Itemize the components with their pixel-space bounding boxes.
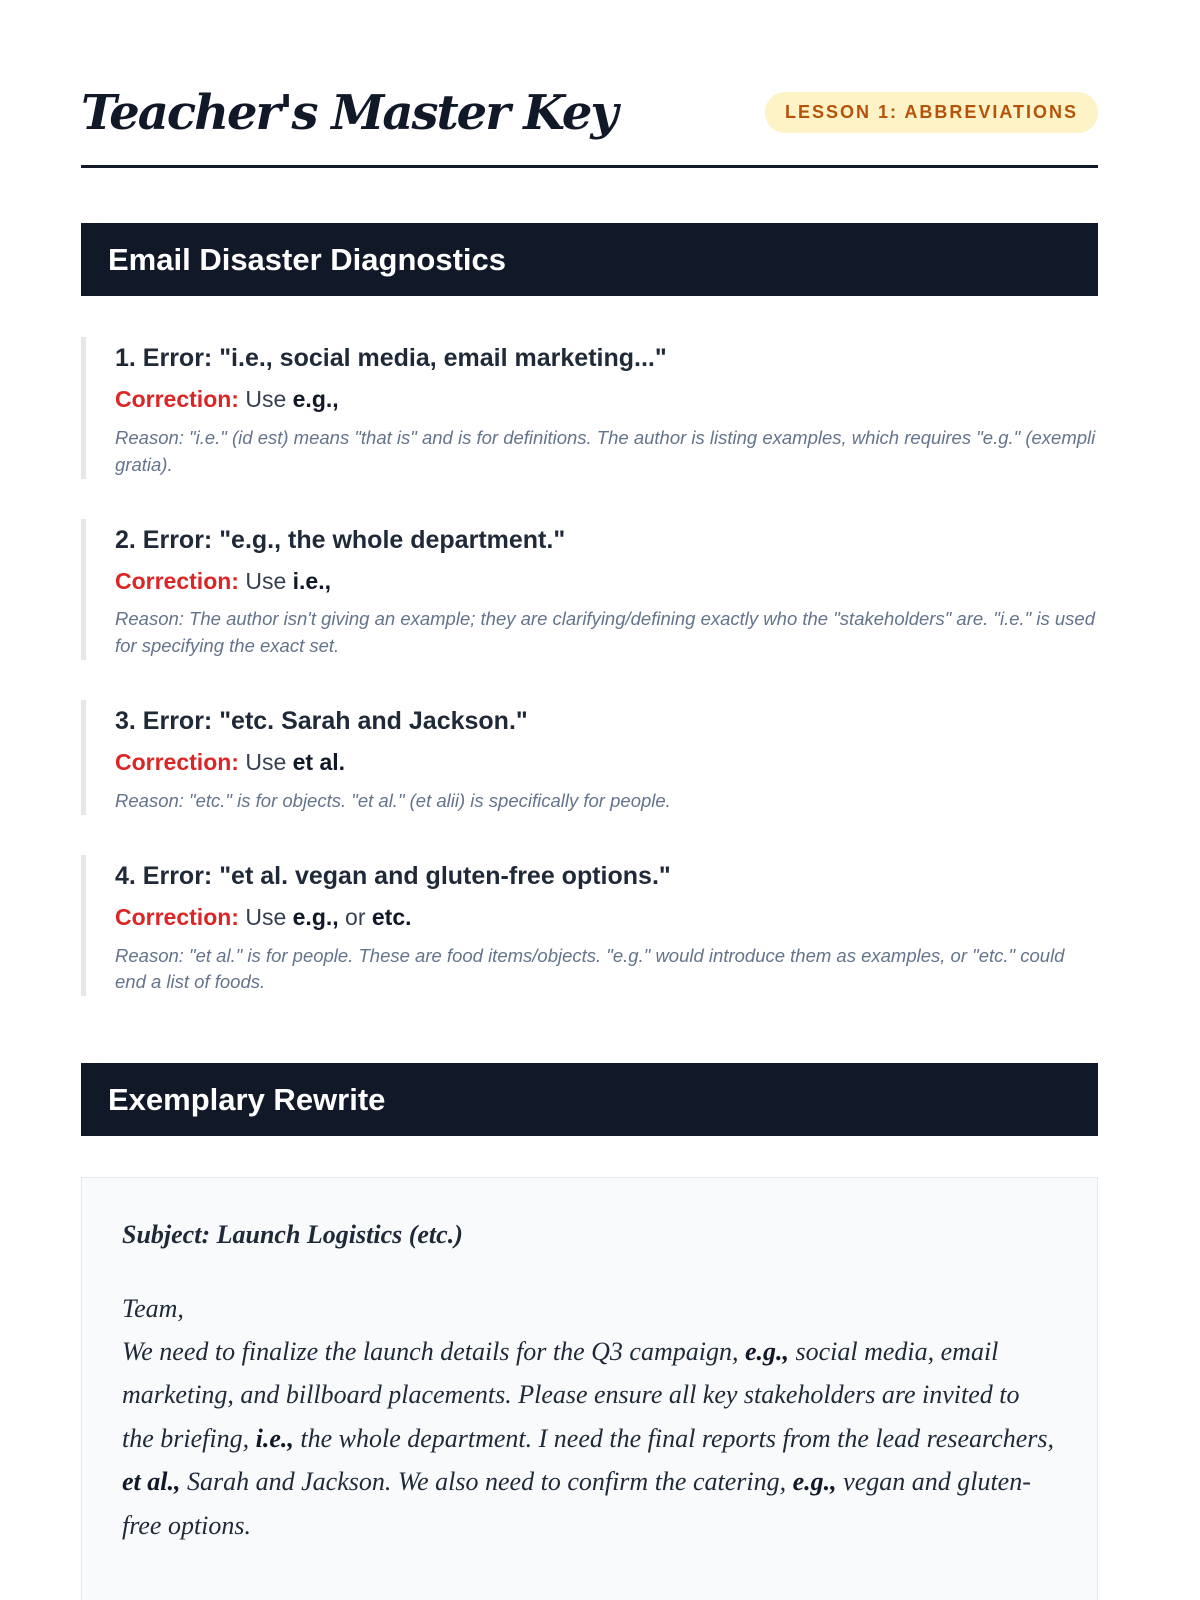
body-text-segment: the whole department. I need the final reports from the lead researchers, bbox=[293, 1423, 1054, 1453]
correct-term: et al. bbox=[292, 749, 346, 776]
correction-line bbox=[115, 903, 1098, 933]
page-header bbox=[81, 0, 1098, 168]
error-reason: Reason: "i.e." (id est) means "that is" and is for definitions. The author is listing examples, which requires "e.g." (exempli gratia). bbox=[115, 426, 1096, 475]
error-item bbox=[81, 855, 1098, 997]
abbreviation-highlight: et al., bbox=[122, 1467, 181, 1497]
error-item bbox=[81, 337, 1098, 479]
rewrite-section-header: Exemplary Rewrite bbox=[81, 1063, 1098, 1136]
diagnostics-section-header: Email Disaster Diagnostics bbox=[81, 223, 1098, 296]
abbreviation-highlight: e.g., bbox=[792, 1467, 837, 1497]
error-reason: Reason: "et al." is for people. These are food items/objects. "e.g." would introduce them as examples, or "etc." could end a list of foods. bbox=[115, 944, 1065, 993]
correct-term: e.g., bbox=[292, 386, 339, 412]
body-text-segment: vegan and gluten-free options. bbox=[122, 1467, 1031, 1540]
error-heading: 2. Error: "e.g., the whole department." bbox=[115, 525, 566, 554]
correction-label: Correction: bbox=[115, 567, 239, 594]
error-heading: 1. Error: "i.e., social media, email marketing..." bbox=[115, 344, 667, 372]
correct-term: e.g., bbox=[292, 903, 339, 930]
error-item bbox=[81, 519, 1098, 661]
rewrite-box bbox=[81, 1177, 1098, 1600]
abbreviation-highlight: e.g., bbox=[744, 1336, 789, 1366]
error-item bbox=[81, 700, 1098, 815]
body-text-segment: We need to finalize the launch details for the Q3 campaign, bbox=[122, 1336, 745, 1366]
body-text-segment: Sarah and Jackson. We also need to confirm the catering, bbox=[180, 1467, 793, 1497]
body-text-segment: social media, email marketing, and billboard placements. Please ensure all key stakeholders are invited to the briefing, bbox=[122, 1336, 1020, 1453]
use-prefix: Use bbox=[245, 903, 287, 930]
error-reason: Reason: The author isn't giving an example; they are clarifying/defining exactly who the "stakeholders" are. "i.e." is used for specifying the exact set. bbox=[115, 608, 1095, 657]
error-heading: 3. Error: "etc. Sarah and Jackson." bbox=[115, 707, 528, 736]
use-prefix: Use bbox=[245, 567, 287, 594]
correction-line bbox=[115, 748, 1098, 778]
error-reason: Reason: "etc." is for objects. "et al." (et alii) is specifically for people. bbox=[115, 789, 671, 811]
alternate-term: etc. bbox=[371, 903, 412, 930]
email-greeting: Team, bbox=[122, 1294, 184, 1324]
abbreviation-highlight: i.e., bbox=[255, 1423, 294, 1453]
use-prefix: Use bbox=[245, 749, 287, 776]
lesson-badge: LESSON 1: ABBREVIATIONS bbox=[765, 92, 1098, 133]
correction-label: Correction: bbox=[115, 386, 239, 412]
page-title: Teacher's Master Key bbox=[81, 84, 617, 141]
correct-term: i.e., bbox=[292, 567, 331, 594]
email-body bbox=[122, 1330, 1057, 1548]
email-subject: Subject: Launch Logistics (etc.) bbox=[122, 1220, 463, 1250]
connector-word: or bbox=[345, 903, 366, 930]
correction-line bbox=[115, 567, 1098, 597]
correction-label: Correction: bbox=[115, 903, 239, 930]
error-list bbox=[81, 337, 1098, 996]
correction-label: Correction: bbox=[115, 749, 239, 776]
correction-line bbox=[115, 385, 1098, 415]
use-prefix: Use bbox=[245, 386, 287, 412]
error-heading: 4. Error: "et al. vegan and gluten-free options." bbox=[115, 861, 671, 890]
